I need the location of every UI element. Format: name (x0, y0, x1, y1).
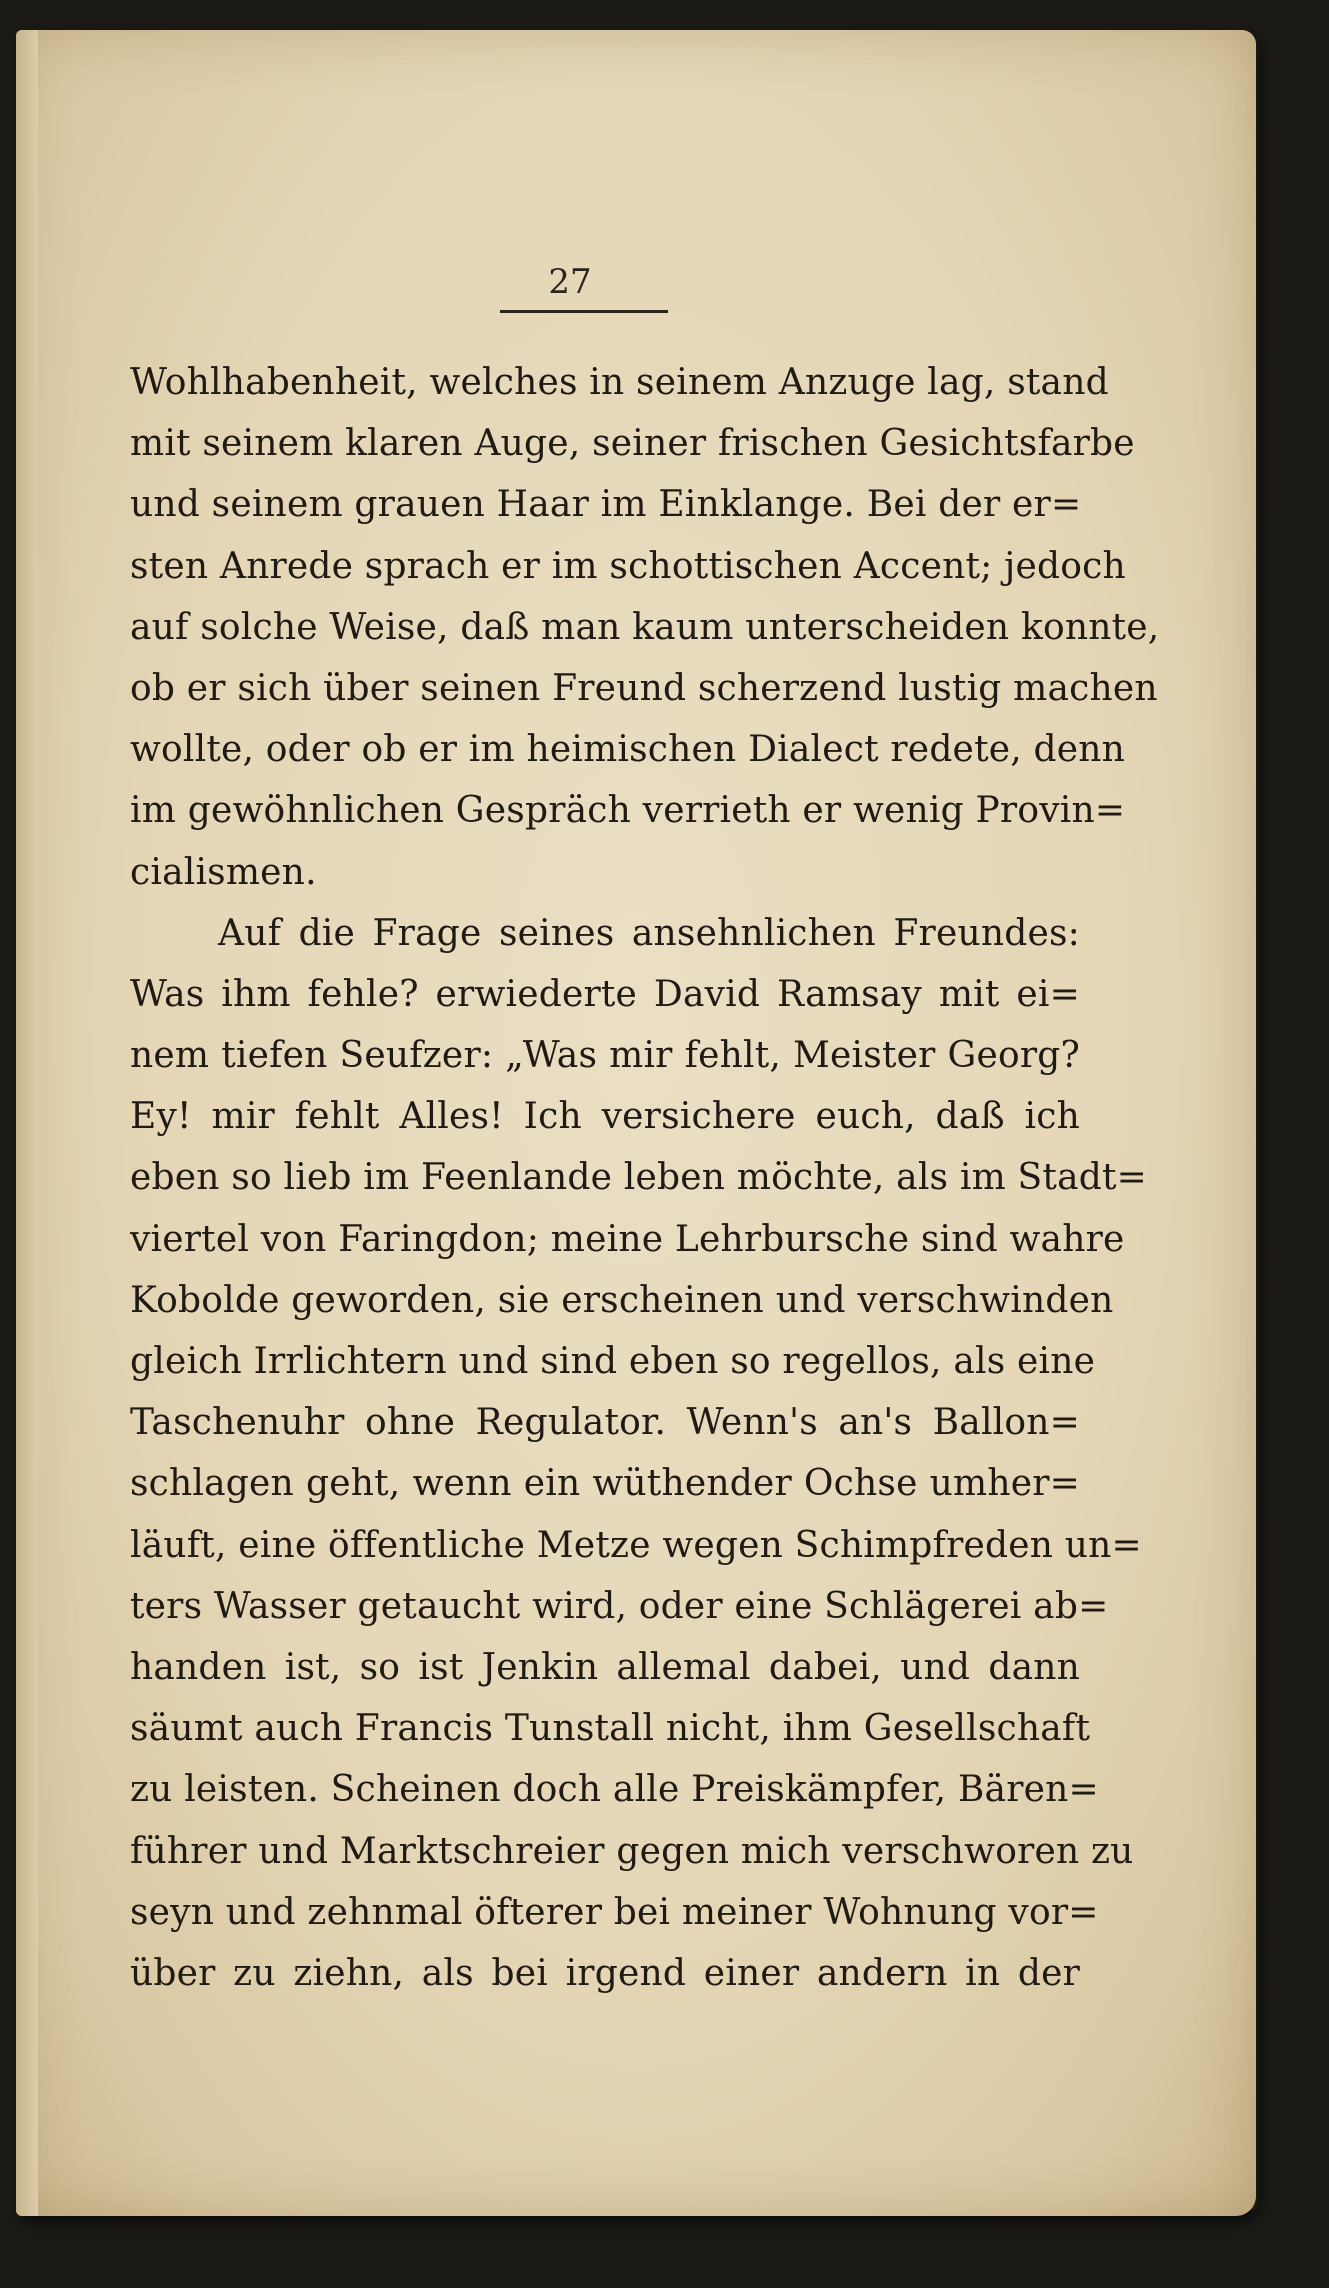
text-line: säumt auch Francis Tunstall nicht, ihm Gesellschaft (130, 1708, 1091, 1750)
text-line: mit seinem klaren Auge, seiner frischen Gesichtsfarbe (130, 423, 1135, 465)
body-text (130, 352, 1160, 2004)
text-line: cialismen. (130, 851, 317, 893)
text-line: Ey! mir fehlt Alles! Ich versichere euch, daß ich (130, 1096, 1080, 1138)
text-line: im gewöhnlichen Gespräch verrieth er wenig Provin= (130, 790, 1126, 832)
text-line: und seinem grauen Haar im Einklange. Bei der er= (130, 484, 1082, 526)
text-line: nem tiefen Seufzer: „Was mir fehlt, Meister Georg? (130, 1035, 1080, 1077)
text-line: ob er sich über seinen Freund scherzend lustig machen (130, 667, 1158, 709)
text-line: Wohlhabenheit, welches in seinem Anzuge lag, stand (130, 362, 1109, 403)
text-line: viertel von Faringdon; meine Lehrbursche sind wahre (130, 1218, 1125, 1260)
text-line: Was ihm fehle? erwiederte David Ramsay mit ei= (130, 973, 1080, 1015)
text-line: ters Wasser getaucht wird, oder eine Schlägerei ab= (130, 1585, 1109, 1627)
text-line: sten Anrede sprach er im schottischen Accent; jedoch (130, 545, 1126, 587)
text-line: handen ist, so ist Jenkin allemal dabei, und dann (130, 1646, 1080, 1688)
text-line: Kobolde geworden, sie erscheinen und verschwinden (130, 1279, 1114, 1321)
page-number: 27 (548, 262, 592, 302)
text-line: über zu ziehn, als bei irgend einer andern in der (130, 1952, 1080, 1994)
page-gutter (16, 30, 38, 2216)
text-line: gleich Irrlichtern und sind eben so regellos, als eine (130, 1341, 1096, 1382)
text-line: eben so lieb im Feenlande leben möchte, als im Stadt= (130, 1157, 1148, 1199)
text-line: zu leisten. Scheinen doch alle Preiskämpfer, Bären= (130, 1769, 1099, 1811)
text-line: seyn und zehnmal öfterer bei meiner Wohnung vor= (130, 1891, 1099, 1933)
text-line: auf solche Weise, daß man kaum unterscheiden konnte, (130, 606, 1160, 648)
text-line: Taschenuhr ohne Regulator. Wenn's an's Ballon= (130, 1402, 1080, 1444)
text-line: wollte, oder ob er im heimischen Dialect redete, denn (130, 729, 1126, 771)
text-line: läuft, eine öffentliche Metze wegen Schimpfreden un= (130, 1524, 1142, 1566)
paragraph-start-line: Auf die Frage seines ansehnlichen Freundes: (218, 912, 1080, 954)
header-rule (500, 310, 668, 313)
text-line: schlagen geht, wenn ein wüthender Ochse umher= (130, 1463, 1080, 1505)
text-line: führer und Marktschreier gegen mich verschworen zu (130, 1830, 1134, 1872)
